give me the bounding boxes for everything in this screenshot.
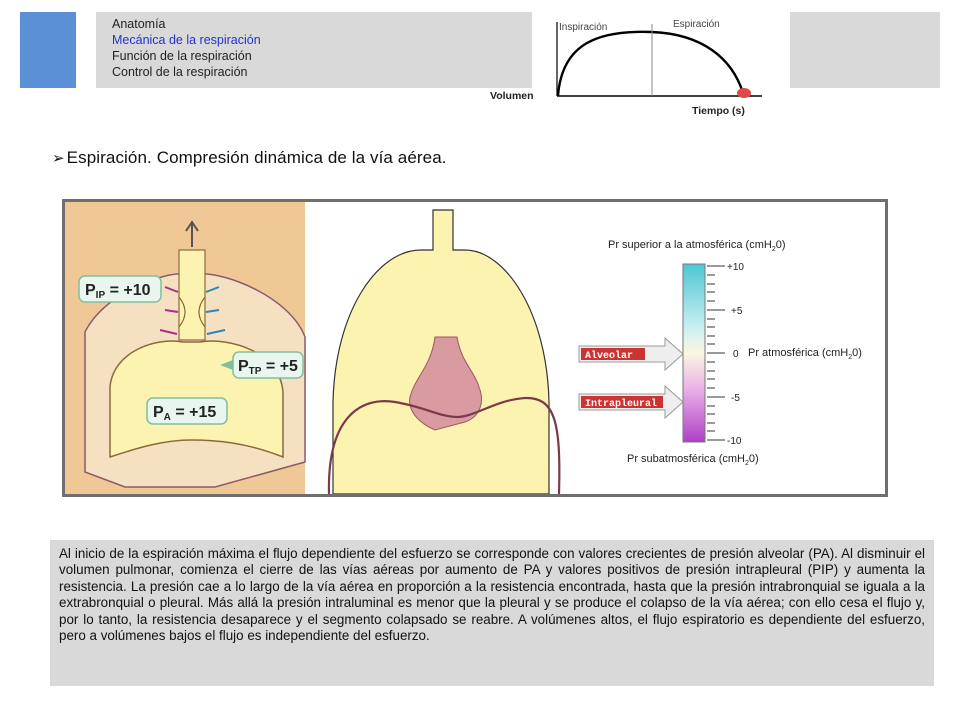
- section-title-text: Espiración. Compresión dinámica de la vía aérea.: [66, 148, 447, 167]
- arrow-bullet-icon: ➢: [52, 150, 65, 167]
- pressure-scale-panel: [579, 239, 862, 467]
- scale-tick-label: 0: [733, 349, 739, 360]
- alveolar-arrow: [579, 338, 683, 370]
- header-right-panel: [790, 12, 940, 88]
- topic-nav: [96, 12, 532, 88]
- pip-label: PIP = +10: [85, 282, 151, 301]
- pip-callout: [79, 276, 161, 302]
- expiration-label: Espiración: [673, 19, 720, 30]
- section-title: [52, 148, 447, 168]
- inspiration-label: Inspiración: [559, 22, 608, 33]
- current-point-marker: [737, 88, 751, 98]
- intrapleural-arrow: [579, 386, 683, 418]
- scale-bottom-label: Pr subatmosférica (cmH$_2$0): [627, 453, 759, 467]
- breathing-cycle-graph: [480, 2, 770, 122]
- alveolar-tag-text: Alveolar: [585, 351, 634, 362]
- middle-lungs-panel: [307, 202, 559, 494]
- ptp-label: PTP = +5: [238, 358, 298, 377]
- scale-ticks: [707, 266, 725, 440]
- scale-mid-label: Pr atmosférica (cmH$_2$0): [748, 347, 862, 361]
- figure-svg: [65, 202, 885, 494]
- airway-tube: [179, 250, 205, 340]
- nav-item-anatomia[interactable]: Anatomía: [112, 17, 166, 31]
- nav-item-control[interactable]: Control de la respiración: [112, 65, 248, 79]
- volume-axis-label: Volumen: [490, 90, 534, 102]
- header-accent-square: [20, 12, 76, 88]
- scale-tick-label: -10: [727, 436, 742, 447]
- scale-top-label: Pr superior a la atmosférica (cmH$_2$0): [608, 239, 786, 253]
- time-axis-label: Tiempo (s): [692, 105, 745, 117]
- intrapleural-tag-text: Intrapleural: [585, 399, 658, 410]
- scale-tick-label: -5: [731, 393, 740, 404]
- nav-item-funcion[interactable]: Función de la respiración: [112, 49, 252, 63]
- left-lung-panel: [65, 202, 305, 494]
- pa-label: PA = +15: [153, 404, 217, 423]
- scale-tick-label: +10: [727, 262, 744, 273]
- nav-item-mecanica[interactable]: Mecánica de la respiración: [112, 33, 261, 47]
- dynamic-compression-figure: [62, 199, 888, 497]
- explanation-text: Al inicio de la espiración máxima el flujo dependiente del esfuerzo se corresponde con valores crecientes de presión alveolar (PA). Al disminuir el volumen pulmonar, comienza el cierre de las vías aéreas por aumento de PA y valores positivos de presión intrapleural (PIP) y aumenta la resistencia. La presión cae a lo largo de la vía aérea en proporción a la resistencia encontrada, hasta que la presión intrabronquial se iguala a la extrabronquial o pleural. Más allá la presión intraluminal es menor que la pleural y se produce el colapso de la vía aérea; con ello cesa el flujo y, por lo tanto, la resistencia desaparece y el segmento colapsado se reabre. A volúmenes altos, el flujo espiratorio es dependiente del esfuerzo, pero a volúmenes bajos el flujo es independiente del esfuerzo.: [50, 540, 934, 686]
- scale-tick-label: +5: [731, 306, 743, 317]
- pa-callout: [147, 398, 227, 424]
- pressure-gradient-bar: [683, 264, 705, 442]
